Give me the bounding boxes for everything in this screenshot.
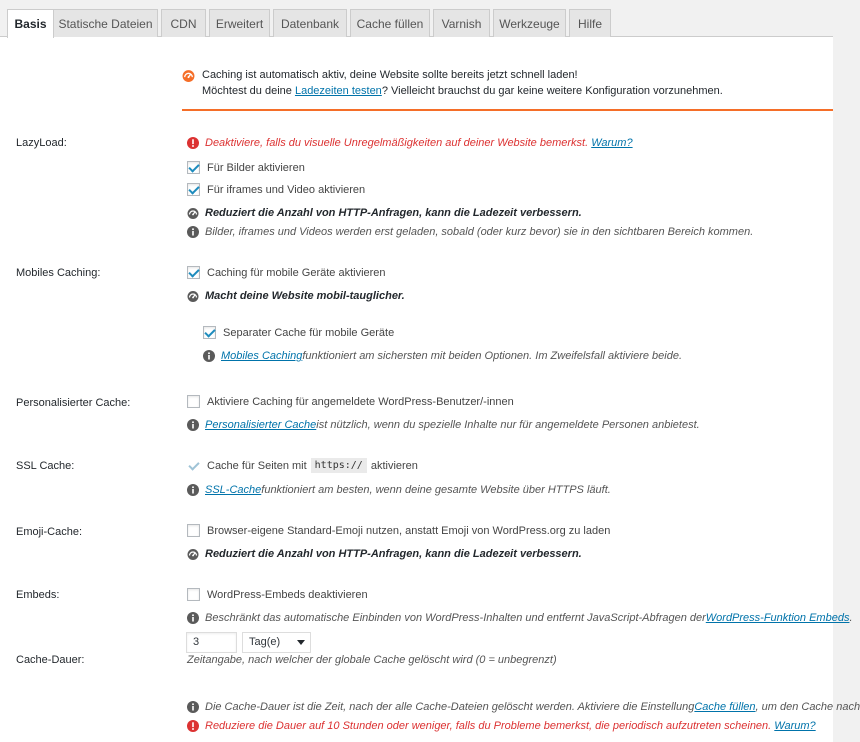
lazyload-images-checkbox[interactable] xyxy=(187,161,200,174)
tab-preload[interactable]: Cache füllen xyxy=(350,9,430,37)
lazyload-info xyxy=(187,226,753,238)
settings-tabs xyxy=(0,0,833,37)
warning-text: Deaktiviere, falls du visuelle Unregelmäßigkeiten auf deiner Website bemerkst. xyxy=(205,137,589,149)
warning-text: Reduziere die Dauer auf 10 Stunden oder weniger, falls du Probleme bemerkst, die periodisch aufzutreten scheinen. xyxy=(205,720,772,732)
mobile-caching-checkbox[interactable] xyxy=(187,266,200,279)
cache-lifespan-label: Cache-Dauer: xyxy=(16,654,85,666)
lazyload-label: LazyLoad: xyxy=(16,137,67,149)
ssl-cache-option[interactable] xyxy=(187,458,418,473)
preload-link[interactable]: Cache füllen xyxy=(694,701,756,713)
personalized-cache-link[interactable]: Personalisierter Cache xyxy=(205,419,317,431)
lazyload-benefit xyxy=(187,207,582,219)
info-text: Die Cache-Dauer ist die Zeit, nach der alle Cache-Dateien gelöscht werden. Aktiviere die Einstellung xyxy=(205,701,695,713)
lifespan-value-input[interactable]: 3 xyxy=(186,632,237,653)
info-text: funktioniert am sichersten mit beiden Optionen. Im Zweifelsfall aktiviere beide. xyxy=(302,350,683,362)
option-label: Separater Cache für mobile Geräte xyxy=(223,326,395,339)
why-link[interactable]: Warum? xyxy=(774,720,816,732)
benefit-text: Macht deine Website mobil-tauglicher. xyxy=(205,290,405,302)
embeds-info xyxy=(187,612,853,624)
speedometer-icon xyxy=(187,207,199,219)
mobile-separate-checkbox[interactable] xyxy=(203,326,216,339)
lifespan-description xyxy=(187,654,557,666)
info-icon xyxy=(187,419,199,431)
info-text-end: , um den Cache nach xyxy=(755,701,860,713)
option-label: Für iframes und Video aktivieren xyxy=(207,183,366,196)
option-label: Browser-eigene Standard-Emoji nutzen, anstatt Emoji von WordPress.org zu laden xyxy=(207,524,611,537)
mobile-caching-link[interactable]: Mobiles Caching xyxy=(221,350,303,362)
notice-line-2 xyxy=(202,83,723,99)
info-icon xyxy=(203,350,215,362)
tab-cdn[interactable]: CDN xyxy=(161,9,206,37)
speedometer-icon xyxy=(187,290,199,302)
tab-tools[interactable]: Werkzeuge xyxy=(493,9,566,37)
benefit-text: Reduziert die Anzahl von HTTP-Anfragen, kann die Ladezeit verbessern. xyxy=(205,207,582,219)
option-label: WordPress-Embeds deaktivieren xyxy=(207,588,368,601)
tab-varnish[interactable]: Varnish xyxy=(433,9,490,37)
ssl-cache-checkbox[interactable] xyxy=(187,459,200,472)
selected-unit: Tag(e) xyxy=(249,636,281,648)
benefit-text: Reduziert die Anzahl von HTTP-Anfragen, kann die Ladezeit verbessern. xyxy=(205,548,582,560)
info-icon xyxy=(187,612,199,624)
emoji-cache-option[interactable] xyxy=(187,524,610,537)
notice-text: Möchtest du deine xyxy=(202,85,295,97)
personalized-cache-checkbox[interactable] xyxy=(187,395,200,408)
info-text: Beschränkt das automatische Einbinden von WordPress-Inhalten und entfernt JavaScript-Abfragen der xyxy=(205,612,706,624)
mobile-caching-option[interactable] xyxy=(187,266,386,279)
ssl-cache-link[interactable]: SSL-Cache xyxy=(205,484,262,496)
mobile-benefit xyxy=(187,290,405,302)
personalized-cache-option[interactable] xyxy=(187,395,514,408)
ssl-cache-label: SSL Cache: xyxy=(16,460,75,472)
info-text: ist nützlich, wenn du spezielle Inhalte nur für angemeldete Personen anbietest. xyxy=(316,419,700,431)
embeds-label: Embeds: xyxy=(16,589,60,601)
personalized-info xyxy=(187,419,700,431)
warning-icon xyxy=(187,137,199,149)
mobile-caching-label: Mobiles Caching: xyxy=(16,267,101,279)
embeds-option[interactable] xyxy=(187,588,368,601)
speedometer-icon xyxy=(187,548,199,560)
emoji-cache-label: Emoji-Cache: xyxy=(16,526,83,538)
emoji-cache-checkbox[interactable] xyxy=(187,524,200,537)
test-loading-time-link[interactable]: Ladezeiten testen xyxy=(294,85,382,97)
option-label: Cache für Seiten mit xyxy=(207,459,307,472)
info-icon xyxy=(187,701,199,713)
lazyload-iframes-checkbox[interactable] xyxy=(187,183,200,196)
tab-static-files[interactable]: Statische Dateien xyxy=(53,9,158,37)
warning-icon xyxy=(187,720,199,732)
tab-basis[interactable]: Basis xyxy=(7,9,54,38)
info-text-end: . xyxy=(849,612,853,624)
option-label-end: aktivieren xyxy=(370,459,418,472)
info-icon xyxy=(187,484,199,496)
embeds-function-link[interactable]: WordPress-Funktion Embeds xyxy=(705,612,850,624)
notice-text-end: ? Vielleicht brauchst du gar keine weitere Konfiguration vorzunehmen. xyxy=(381,85,723,97)
option-label: Aktiviere Caching für angemeldete WordPress-Benutzer/-innen xyxy=(207,395,514,408)
chevron-down-icon xyxy=(297,640,305,645)
notice-line-1: Caching ist automatisch aktiv, deine Website sollte bereits jetzt schnell laden! xyxy=(202,69,578,81)
description-text: Zeitangabe, nach welcher der globale Cache gelöscht wird (0 = unbegrenzt) xyxy=(187,654,557,666)
mobile-separate-option[interactable] xyxy=(203,326,394,339)
mobile-info xyxy=(203,350,682,362)
info-text: funktioniert am besten, wenn deine gesamte Website über HTTPS läuft. xyxy=(261,484,611,496)
speedometer-icon xyxy=(182,69,195,82)
tab-database[interactable]: Datenbank xyxy=(273,9,347,37)
lifespan-info xyxy=(187,701,860,713)
tab-advanced[interactable]: Erweitert xyxy=(209,9,270,37)
caching-active-notice xyxy=(182,67,833,111)
lifespan-warning xyxy=(187,720,816,732)
personalized-cache-label: Personalisierter Cache: xyxy=(16,397,131,409)
tab-help[interactable]: Hilfe xyxy=(569,9,611,37)
lifespan-unit-select[interactable] xyxy=(242,632,311,653)
lazyload-images-option[interactable] xyxy=(187,161,305,174)
emoji-benefit xyxy=(187,548,582,560)
embeds-checkbox[interactable] xyxy=(187,588,200,601)
option-label: Caching für mobile Geräte aktivieren xyxy=(207,266,386,279)
https-code: https:// xyxy=(311,458,367,473)
lazyload-warning xyxy=(187,137,633,149)
why-link[interactable]: Warum? xyxy=(591,137,633,149)
settings-panel xyxy=(0,37,860,742)
option-label: Für Bilder aktivieren xyxy=(207,161,305,174)
info-text: Bilder, iframes und Videos werden erst geladen, sobald (oder kurz bevor) sie in den sichtbaren Bereich kommen. xyxy=(205,226,754,238)
ssl-info xyxy=(187,484,611,496)
info-icon xyxy=(187,226,199,238)
lazyload-iframes-option[interactable] xyxy=(187,183,365,196)
